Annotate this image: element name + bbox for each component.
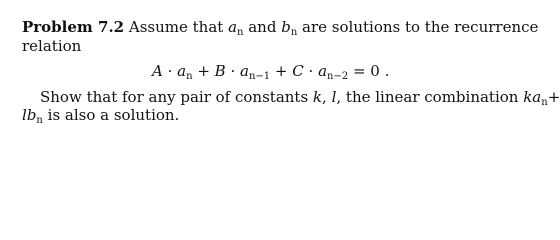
lin-comb-b: b <box>26 106 37 124</box>
plus-1: + <box>192 62 215 80</box>
problem-statement-line-2 <box>22 37 81 55</box>
eq-sub-n1: n−1 <box>248 71 271 82</box>
coef-C: C <box>292 62 304 80</box>
const-k: k <box>312 88 323 106</box>
coef-A: A <box>152 62 163 80</box>
task-text-3: is also a solution. <box>42 106 180 124</box>
lin-comb-a-sub: n <box>541 97 548 108</box>
lin-comb-a: a <box>532 88 542 106</box>
task-line-2 <box>22 106 179 124</box>
task-line-1 <box>40 88 560 106</box>
var-b-subscript: n <box>290 27 298 38</box>
const-l: l <box>331 88 337 106</box>
lin-comb-plus: + <box>547 88 560 106</box>
dot-3: · <box>303 62 319 80</box>
lin-comb-l: l <box>22 106 27 124</box>
eq-a2: a <box>240 62 249 80</box>
dot-2: · <box>225 62 241 80</box>
equals-zero: = 0 . <box>348 62 390 80</box>
plus-2: + <box>270 62 293 80</box>
eq-a3: a <box>318 62 328 80</box>
task-text-2: , the linear combination <box>336 88 524 106</box>
task-text-1: Show that for any pair of constants <box>40 88 313 106</box>
const-comma: , <box>322 88 332 106</box>
intro-and: and <box>243 18 282 36</box>
problem-statement-line-1 <box>22 18 538 36</box>
intro-text-1: Assume that <box>124 18 229 36</box>
lin-comb-b-sub: n <box>36 115 43 126</box>
var-a: a <box>228 18 238 36</box>
var-a-subscript: n <box>237 27 244 38</box>
intro-text-2: are solutions to the recurrence <box>297 18 539 36</box>
var-b: b <box>281 18 291 36</box>
eq-sub-n: n <box>186 71 193 82</box>
intro-text-3: relation <box>22 37 82 55</box>
dot-1: · <box>162 62 178 80</box>
recurrence-equation <box>152 62 389 80</box>
eq-sub-n2: n−2 <box>327 71 349 82</box>
lin-comb-k: k <box>523 88 533 106</box>
problem-label: Problem 7.2 <box>22 18 125 36</box>
coef-B: B <box>214 62 226 80</box>
eq-a1: a <box>177 62 187 80</box>
